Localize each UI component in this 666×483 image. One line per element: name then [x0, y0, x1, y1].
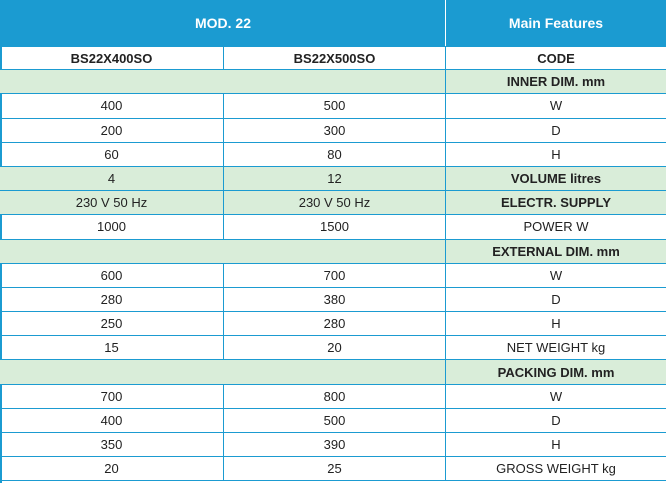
table-row: [0, 433, 666, 457]
model-400-value: 20: [0, 457, 224, 480]
model-400-value: 700: [0, 385, 224, 408]
table-row: [0, 385, 666, 409]
model-500-value: 390: [224, 433, 446, 456]
model-400-value: BS22X400SO: [0, 47, 224, 69]
section-spacer-cell: [0, 360, 446, 383]
model-400-value: 400: [0, 94, 224, 117]
model-500-value: 25: [224, 457, 446, 480]
model-400-value: 4: [0, 167, 224, 190]
feature-label: VOLUME litres: [510, 171, 602, 187]
table-row: [0, 264, 666, 288]
table-row: [0, 46, 666, 70]
feature-label: D: [551, 122, 561, 138]
table-row: [0, 336, 666, 360]
feature-label: H: [551, 146, 561, 162]
section-spacer-cell: [0, 70, 446, 93]
table-row: [0, 167, 666, 191]
table-row: [0, 143, 666, 167]
feature-label: EXTERNAL DIM. mm: [492, 243, 620, 259]
model-400-value: 15: [0, 336, 224, 359]
model-500-value: BS22X500SO: [224, 47, 446, 69]
model-500-value: 12: [224, 167, 446, 190]
feature-label: H: [551, 316, 561, 332]
table-row: [0, 191, 666, 215]
model-500-value: 280: [224, 312, 446, 335]
model-400-value: 1000: [0, 215, 224, 238]
feature-label: W: [549, 267, 563, 283]
feature-label: W: [549, 98, 563, 114]
model-400-value: 250: [0, 312, 224, 335]
model-500-value: 380: [224, 288, 446, 311]
table-row: [0, 312, 666, 336]
feature-label: ELECTR. SUPPLY: [500, 195, 612, 211]
feature-label: H: [551, 437, 561, 453]
table-row: [0, 94, 666, 118]
spec-table: [0, 46, 666, 481]
model-400-value: 600: [0, 264, 224, 287]
model-400-value: 230 V 50 Hz: [0, 191, 224, 214]
table-row: [0, 240, 666, 264]
table-header-bar: [0, 0, 666, 46]
feature-label: W: [549, 388, 563, 404]
feature-label: INNER DIM. mm: [506, 74, 606, 90]
feature-label: GROSS WEIGHT kg: [496, 461, 616, 477]
feature-label: D: [551, 291, 561, 307]
model-500-value: 800: [224, 385, 446, 408]
model-400-value: 400: [0, 409, 224, 432]
feature-label: D: [551, 412, 561, 428]
main-features-title: Main Features: [508, 15, 604, 31]
table-row: [0, 215, 666, 239]
model-500-value: 500: [224, 409, 446, 432]
model-400-value: 350: [0, 433, 224, 456]
feature-label: CODE: [537, 50, 575, 66]
section-spacer-cell: [0, 240, 446, 263]
table-row: [0, 288, 666, 312]
model-500-value: 1500: [224, 215, 446, 238]
model-400-value: 280: [0, 288, 224, 311]
feature-label: NET WEIGHT kg: [506, 340, 606, 356]
model-500-value: 500: [224, 94, 446, 117]
table-row: [0, 360, 666, 384]
table-row: [0, 119, 666, 143]
model-500-value: 300: [224, 119, 446, 142]
table-row: [0, 457, 666, 481]
table-row: [0, 409, 666, 433]
feature-label: POWER W: [523, 219, 589, 235]
model-500-value: 230 V 50 Hz: [224, 191, 446, 214]
feature-label: PACKING DIM. mm: [497, 364, 615, 380]
table-row: [0, 70, 666, 94]
model-500-value: 20: [224, 336, 446, 359]
model-title: MOD. 22: [194, 15, 251, 31]
model-500-value: 700: [224, 264, 446, 287]
model-500-value: 80: [224, 143, 446, 166]
model-400-value: 200: [0, 119, 224, 142]
model-400-value: 60: [0, 143, 224, 166]
